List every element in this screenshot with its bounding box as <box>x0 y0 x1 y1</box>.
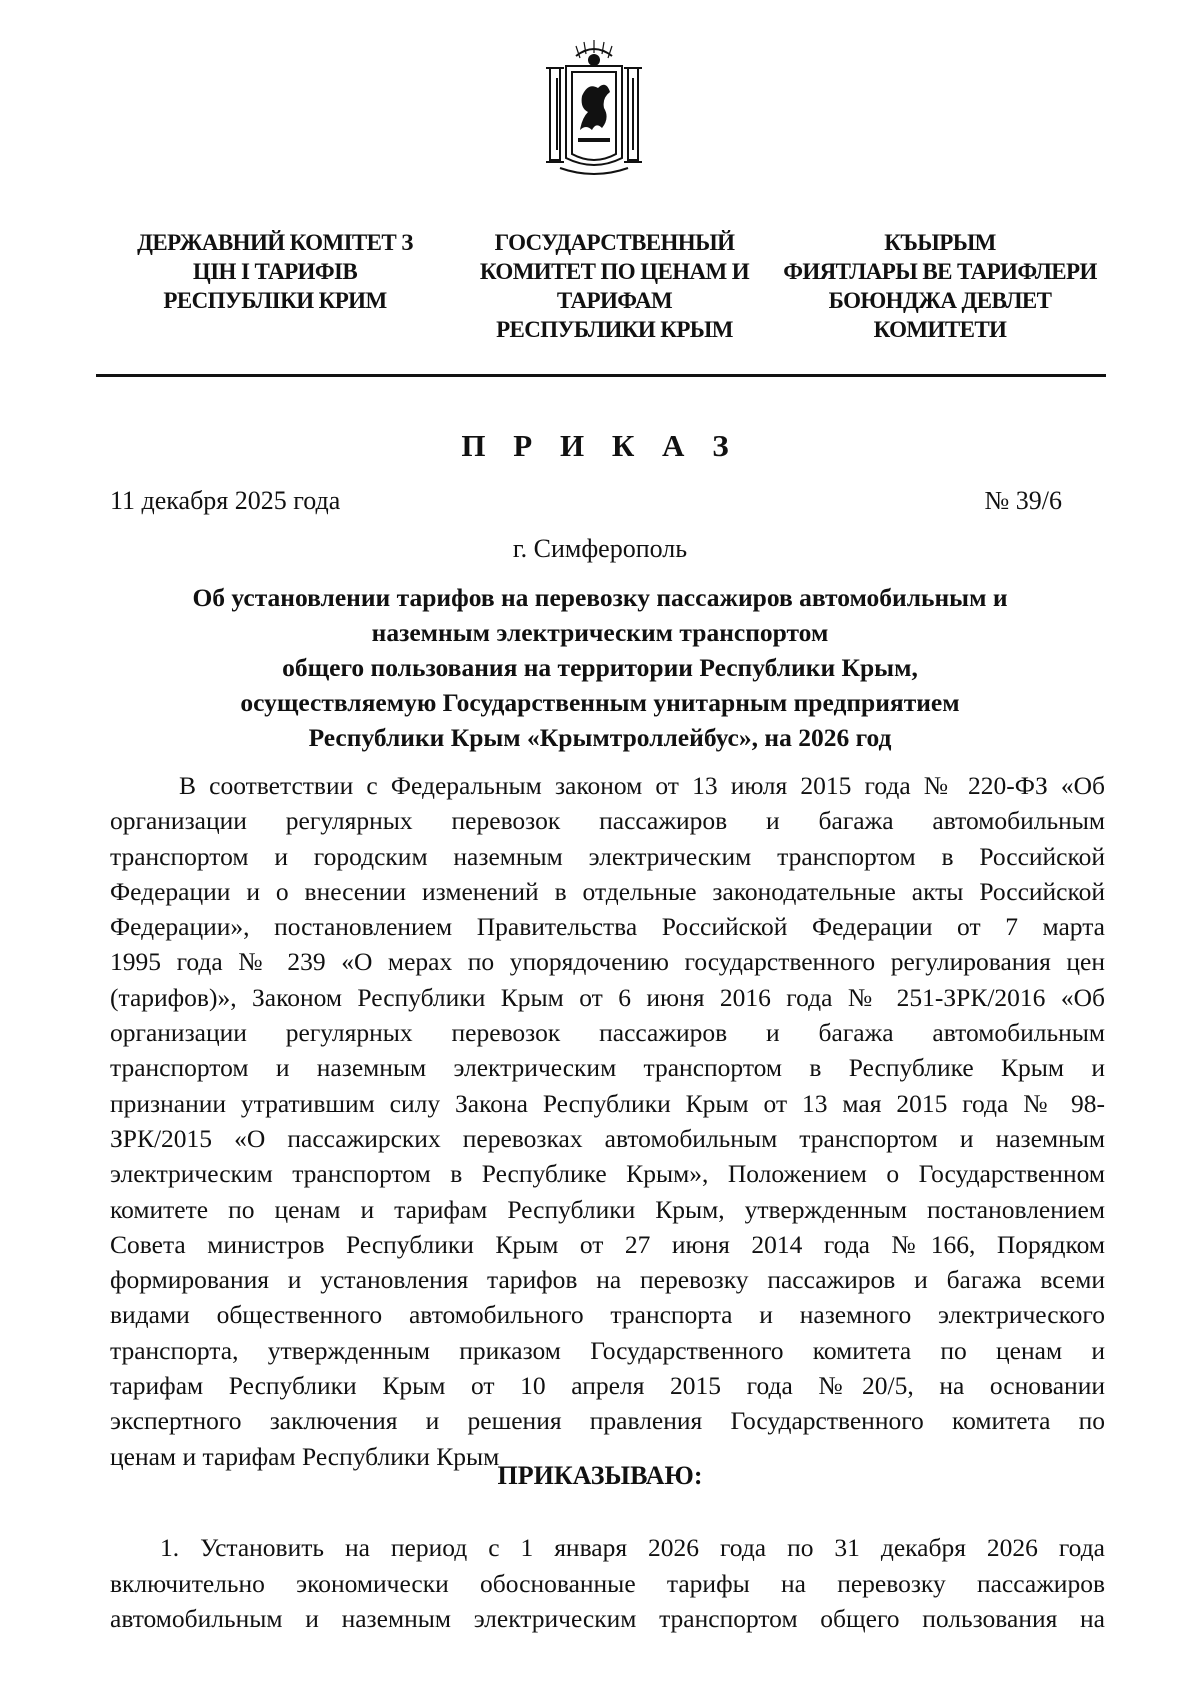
header-divider <box>96 374 1106 377</box>
subject-line: Республики Крым «Крымтроллейбус», на 2026 год <box>308 723 892 752</box>
header-russian-line: ТАРИФАМ <box>556 288 673 313</box>
preamble-paragraph <box>110 768 1105 1474</box>
document-title: П Р И К А З <box>461 428 739 463</box>
preamble-line: (тарифов)», Законом Республики Крым от 6 июня 2016 года № 251-ЗРК/2016 «Об <box>110 982 1105 1012</box>
header-crimean-tatar-line: БОЮНДЖА ДЕВЛЕТ <box>828 288 1052 313</box>
header-ukrainian-line: ЦІН І ТАРИФІВ <box>192 259 358 284</box>
subject-line: общего пользования на территории Республики Крым, <box>282 653 918 682</box>
preamble-line: транспортом и наземным электрическим транспортом в Республике Крым и <box>110 1053 1105 1083</box>
header-ukrainian <box>116 228 434 315</box>
header-crimean-tatar-line: КЪЫРЫМ <box>884 230 996 255</box>
header-crimean-tatar-line: ФИЯТЛАРЫ ВЕ ТАРИФЛЕРИ <box>783 259 1097 284</box>
preamble-line: Совета министров Республики Крым от 27 июня 2014 года №166, Порядком <box>110 1229 1105 1259</box>
preamble-line: Федерации», постановлением Правительства Российской Федерации от 7 марта <box>110 912 1105 942</box>
order-item-1 <box>110 1530 1105 1637</box>
order-item-line: 1. Установить на период с 1 января 2026 года по 31 декабря 2026 года <box>160 1533 1105 1562</box>
preamble-line: транспортом и городским наземным электрическим транспортом в Российской <box>110 841 1105 871</box>
document-city: г. Симферополь <box>512 534 688 563</box>
preamble-line: экспертного заключения и решения правления Государственного комитета по <box>110 1406 1105 1436</box>
subject-line: осуществляемую Государственным унитарным предприятием <box>240 688 960 717</box>
preamble-line: признании утратившим силу Закона Республики Крым от 13 мая 2015 года № 98- <box>110 1088 1105 1118</box>
header-russian-line: ГОСУДАРСТВЕННЫЙ <box>494 230 735 255</box>
subject-line: наземным электрическим транспортом <box>371 618 829 647</box>
preamble-line: комитете по ценам и тарифам Республики Крым, утвержденным постановлением <box>110 1194 1105 1224</box>
document-number: № 39/6 <box>984 486 1062 515</box>
header-crimean-tatar <box>775 228 1105 344</box>
preamble-line: электрическим транспортом в Республике Крым», Положением о Государственном <box>110 1159 1105 1189</box>
coat-of-arms-emblem <box>536 38 652 176</box>
preamble-line: ценам и тарифам Республики Крым <box>110 1441 500 1471</box>
preamble-line: 1995 года № 239 «О мерах по упорядочению государственного регулирования цен <box>110 947 1105 977</box>
order-item-line: включительно экономически обоснованные тарифы на перевозку пассажиров <box>110 1568 1105 1598</box>
preamble-line: ЗРК/2015 «О пассажирских перевозках автомобильным транспортом и наземным <box>110 1123 1105 1153</box>
preamble-line: организации регулярных перевозок пассажиров и багажа автомобильным <box>110 806 1105 836</box>
document-date: 11 декабря 2025 года <box>110 486 341 515</box>
subject-line: Об установлении тарифов на перевозку пассажиров автомобильным и <box>192 583 1008 612</box>
preamble-line: В соответствии с Федеральным законом от 13 июля 2015 года № 220-ФЗ «Об <box>179 771 1105 800</box>
preamble-line: видами общественного автомобильного транспорта и наземного электрического <box>110 1300 1105 1330</box>
order-heading: ПРИКАЗЫВАЮ: <box>497 1461 703 1490</box>
preamble-line: транспорта, утвержденным приказом Государственного комитета по ценам и <box>110 1335 1105 1365</box>
preamble-line: формирования и установления тарифов на перевозку пассажиров и багажа всеми <box>110 1265 1105 1295</box>
header-russian-line: РЕСПУБЛИКИ КРЫМ <box>496 317 733 342</box>
preamble-line: организации регулярных перевозок пассажиров и багажа автомобильным <box>110 1018 1105 1048</box>
header-ukrainian-line: ДЕРЖАВНИЙ КОМІТЕТ З <box>137 230 413 255</box>
document-subject <box>130 580 1070 755</box>
order-item-line: автомобильным и наземным электрическим транспортом общего пользования на <box>110 1604 1105 1633</box>
preamble-line: тарифам Республики Крым от 10 апреля 2015 года №20/5, на основании <box>110 1371 1105 1401</box>
header-russian-line: КОМИТЕТ ПО ЦЕНАМ И <box>479 259 750 284</box>
header-ukrainian-line: РЕСПУБЛІКИ КРИМ <box>163 288 387 313</box>
header-russian <box>452 228 777 344</box>
header-crimean-tatar-line: КОМИТЕТИ <box>873 317 1007 342</box>
preamble-line: Федерации и о внесении изменений в отдельные законодательные акты Российской <box>110 876 1105 906</box>
